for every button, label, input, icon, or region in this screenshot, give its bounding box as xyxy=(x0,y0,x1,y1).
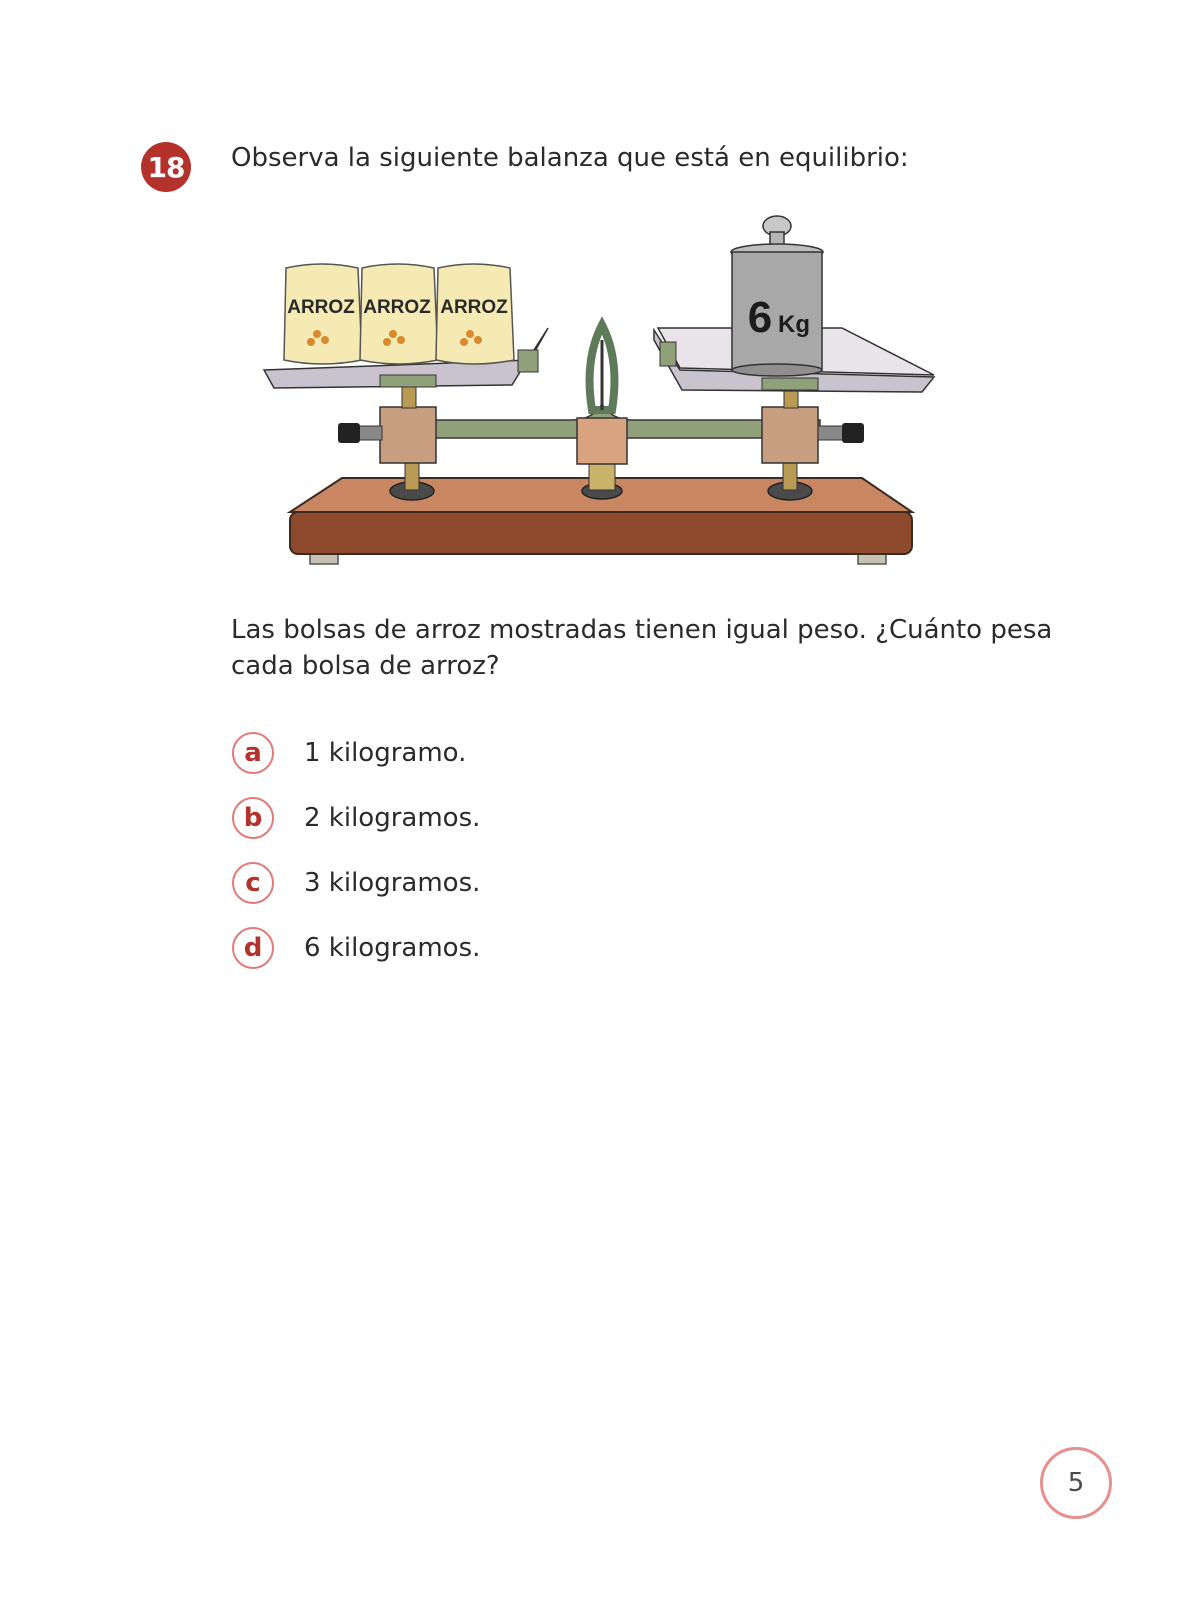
option-letter: b xyxy=(232,797,274,839)
rice-bag xyxy=(284,264,362,364)
option-text: 3 kilogramos. xyxy=(304,868,481,898)
option-text: 2 kilogramos. xyxy=(304,803,481,833)
page-number: 5 xyxy=(1040,1447,1112,1519)
weight-unit: Kg xyxy=(778,311,810,338)
rice-bags xyxy=(284,264,514,364)
kilogram-weight xyxy=(731,216,823,376)
option-d[interactable] xyxy=(232,925,480,971)
option-text: 1 kilogramo. xyxy=(304,738,467,768)
option-text: 6 kilogramos. xyxy=(304,933,481,963)
rice-bag xyxy=(436,264,514,364)
balance-scale-illustration xyxy=(262,210,952,585)
question-text: Las bolsas de arroz mostradas tienen igual peso. ¿Cuánto pesa cada bolsa de arroz? xyxy=(231,615,1053,681)
rice-bag xyxy=(360,264,438,364)
option-letter: a xyxy=(232,732,274,774)
weight-number: 6 xyxy=(747,293,773,342)
option-b[interactable] xyxy=(232,795,480,841)
option-c[interactable] xyxy=(232,860,480,906)
bag-label: ARROZ xyxy=(363,297,431,318)
bag-label: ARROZ xyxy=(440,297,508,318)
question-number-badge: 18 xyxy=(141,142,191,192)
question-prompt: Observa la siguiente balanza que está en equilibrio: xyxy=(231,143,909,173)
option-letter: c xyxy=(232,862,274,904)
option-letter: d xyxy=(232,927,274,969)
option-a[interactable] xyxy=(232,730,466,776)
bag-label: ARROZ xyxy=(287,297,355,318)
